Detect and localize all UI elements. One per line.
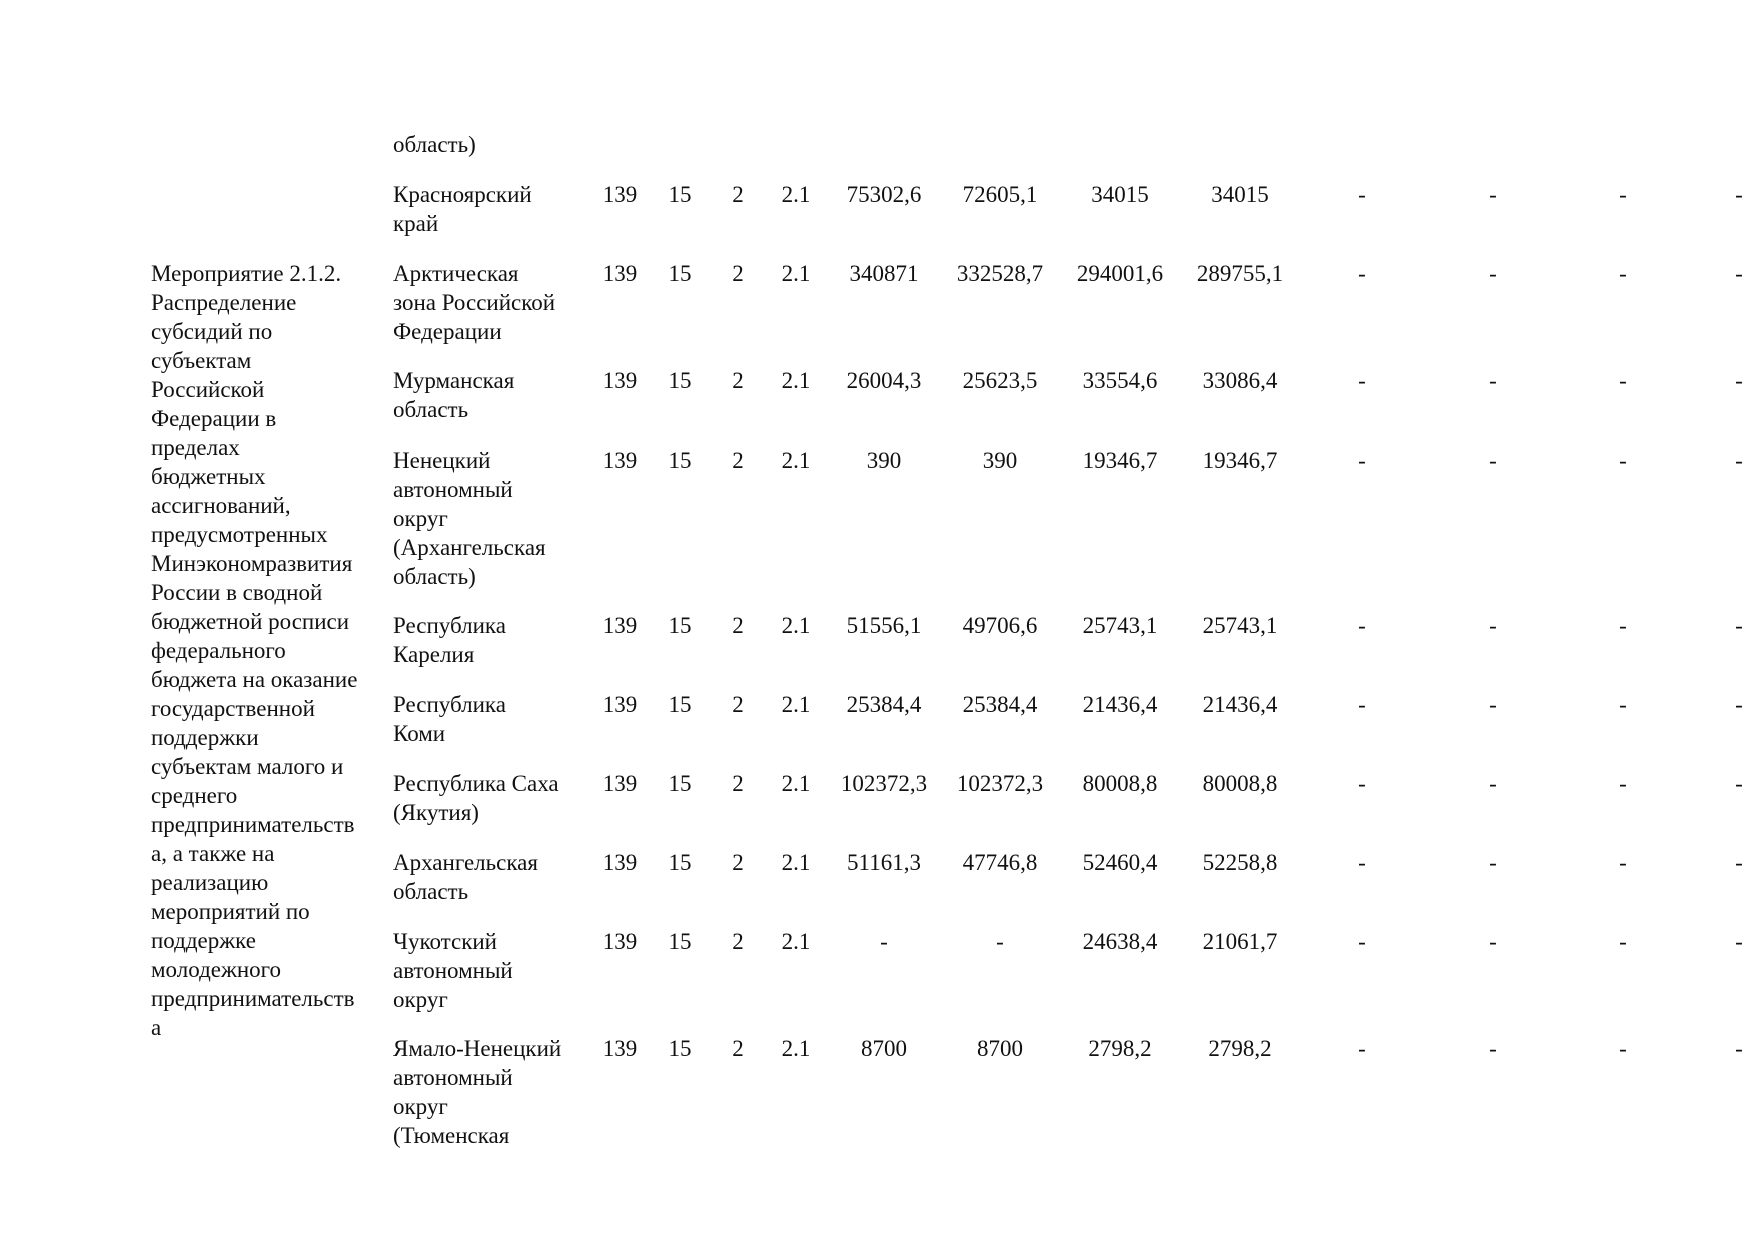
cell-c3: 2 — [732, 182, 744, 207]
region-name: Республика Саха (Якутия) — [393, 771, 559, 825]
cell-d3: - — [1619, 929, 1627, 954]
cell-c1: 139 — [602, 929, 638, 954]
cell-c3: 2 — [732, 850, 744, 875]
cell-d3: - — [1619, 261, 1627, 286]
cell-d4: - — [1735, 771, 1743, 796]
cell-c1: 139 — [602, 448, 638, 473]
cell-v2: - — [996, 929, 1004, 954]
cell-c2: 15 — [668, 182, 692, 207]
cell-v1: 26004,3 — [846, 368, 922, 393]
cell-v3: 34015 — [1091, 182, 1149, 207]
cell-d3: - — [1619, 613, 1627, 638]
cell-c2: 15 — [668, 261, 692, 286]
cell-v4: 21436,4 — [1202, 692, 1278, 717]
cell-v4: 80008,8 — [1202, 771, 1278, 796]
cell-d2: - — [1489, 850, 1497, 875]
measure-description: Мероприятие 2.1.2. Распределение субсидий по субъектам Российской Федерации в пределах бюджетных ассигнований, предусмотренных Минэкономразвития России в сводной бюджетной росписи федерального бюджета на оказание государственной поддержки субъектам малого и среднего предпринимательств а, а также на реализацию мероприятий по поддержке молодежного предпринимательств а — [151, 261, 358, 1040]
cell-v1: 8700 — [861, 1036, 907, 1061]
region-name: Мурманская область — [393, 368, 515, 422]
cell-d2: - — [1489, 368, 1497, 393]
region-name: Чукотский автономный округ — [393, 929, 513, 1012]
cell-c3: 2 — [732, 613, 744, 638]
region-name: Республика Коми — [393, 692, 506, 746]
continuation-text: область) — [393, 132, 476, 157]
cell-c1: 139 — [602, 368, 638, 393]
cell-d2: - — [1489, 448, 1497, 473]
region-name: Арктическая зона Российской Федерации — [393, 261, 556, 344]
cell-d4: - — [1735, 613, 1743, 638]
cell-v2: 49706,6 — [962, 613, 1038, 638]
cell-d2: - — [1489, 771, 1497, 796]
cell-d1: - — [1358, 261, 1366, 286]
cell-c3: 2 — [732, 771, 744, 796]
cell-v3: 294001,6 — [1076, 261, 1164, 286]
cell-c2: 15 — [668, 850, 692, 875]
cell-v3: 19346,7 — [1082, 448, 1158, 473]
cell-d4: - — [1735, 850, 1743, 875]
cell-c4: 2.1 — [781, 261, 811, 286]
cell-c4: 2.1 — [781, 1036, 811, 1061]
cell-d2: - — [1489, 261, 1497, 286]
cell-v4: 34015 — [1211, 182, 1269, 207]
cell-v2: 72605,1 — [962, 182, 1038, 207]
cell-c3: 2 — [732, 692, 744, 717]
cell-v3: 33554,6 — [1082, 368, 1158, 393]
cell-d1: - — [1358, 182, 1366, 207]
cell-d4: - — [1735, 929, 1743, 954]
cell-v4: 25743,1 — [1202, 613, 1278, 638]
cell-c1: 139 — [602, 771, 638, 796]
cell-d3: - — [1619, 448, 1627, 473]
cell-d3: - — [1619, 850, 1627, 875]
cell-c4: 2.1 — [781, 929, 811, 954]
cell-v1: 390 — [866, 448, 902, 473]
cell-c1: 139 — [602, 261, 638, 286]
cell-d2: - — [1489, 1036, 1497, 1061]
cell-c3: 2 — [732, 929, 744, 954]
cell-c3: 2 — [732, 448, 744, 473]
cell-c4: 2.1 — [781, 182, 811, 207]
cell-c2: 15 — [668, 448, 692, 473]
cell-c2: 15 — [668, 368, 692, 393]
cell-c1: 139 — [602, 692, 638, 717]
cell-d1: - — [1358, 613, 1366, 638]
cell-c3: 2 — [732, 368, 744, 393]
cell-v4: 33086,4 — [1202, 368, 1278, 393]
cell-v4: 2798,2 — [1208, 1036, 1272, 1061]
cell-c3: 2 — [732, 1036, 744, 1061]
cell-d4: - — [1735, 261, 1743, 286]
cell-v3: 25743,1 — [1082, 613, 1158, 638]
cell-d2: - — [1489, 182, 1497, 207]
cell-c4: 2.1 — [781, 771, 811, 796]
cell-d1: - — [1358, 929, 1366, 954]
cell-c3: 2 — [732, 261, 744, 286]
cell-c4: 2.1 — [781, 368, 811, 393]
cell-d4: - — [1735, 368, 1743, 393]
region-name: Республика Карелия — [393, 613, 506, 667]
region-name: Красноярский край — [393, 182, 532, 236]
cell-d1: - — [1358, 692, 1366, 717]
cell-d3: - — [1619, 692, 1627, 717]
cell-v3: 21436,4 — [1082, 692, 1158, 717]
cell-v2: 332528,7 — [956, 261, 1044, 286]
cell-c4: 2.1 — [781, 613, 811, 638]
cell-v3: 52460,4 — [1082, 850, 1158, 875]
cell-v1: 51556,1 — [846, 613, 922, 638]
cell-v1: 51161,3 — [847, 850, 921, 875]
region-name: Ямало-Ненецкий автономный округ (Тюменская — [393, 1036, 562, 1148]
cell-d1: - — [1358, 771, 1366, 796]
cell-v4: 52258,8 — [1202, 850, 1278, 875]
cell-c1: 139 — [602, 613, 638, 638]
region-name: Ненецкий автономный округ (Архангельская область) — [393, 448, 546, 589]
cell-c2: 15 — [668, 1036, 692, 1061]
cell-v1: 75302,6 — [846, 182, 922, 207]
cell-c2: 15 — [668, 929, 692, 954]
cell-c4: 2.1 — [781, 850, 811, 875]
cell-c1: 139 — [602, 1036, 638, 1061]
cell-v2: 25384,4 — [962, 692, 1038, 717]
cell-v1: - — [880, 929, 888, 954]
cell-v1: 102372,3 — [840, 771, 928, 796]
cell-v1: 340871 — [849, 261, 919, 286]
cell-v4: 19346,7 — [1202, 448, 1278, 473]
cell-v2: 102372,3 — [956, 771, 1044, 796]
cell-d2: - — [1489, 613, 1497, 638]
region-name: Архангельская область — [393, 850, 538, 904]
cell-d3: - — [1619, 368, 1627, 393]
cell-c4: 2.1 — [781, 448, 811, 473]
cell-d1: - — [1358, 368, 1366, 393]
cell-d1: - — [1358, 850, 1366, 875]
cell-v2: 390 — [982, 448, 1018, 473]
cell-v1: 25384,4 — [846, 692, 922, 717]
cell-v4: 289755,1 — [1196, 261, 1284, 286]
cell-d4: - — [1735, 1036, 1743, 1061]
cell-d3: - — [1619, 1036, 1627, 1061]
cell-v3: 2798,2 — [1088, 1036, 1152, 1061]
cell-c2: 15 — [668, 771, 692, 796]
cell-c4: 2.1 — [781, 692, 811, 717]
cell-v3: 24638,4 — [1082, 929, 1158, 954]
cell-d1: - — [1358, 448, 1366, 473]
cell-d4: - — [1735, 448, 1743, 473]
cell-d1: - — [1358, 1036, 1366, 1061]
cell-v4: 21061,7 — [1202, 929, 1278, 954]
cell-d4: - — [1735, 692, 1743, 717]
cell-c1: 139 — [602, 850, 638, 875]
cell-d2: - — [1489, 692, 1497, 717]
cell-d3: - — [1619, 771, 1627, 796]
cell-v2: 25623,5 — [962, 368, 1038, 393]
cell-c2: 15 — [668, 692, 692, 717]
cell-d4: - — [1735, 182, 1743, 207]
cell-v3: 80008,8 — [1082, 771, 1158, 796]
cell-v2: 47746,8 — [962, 850, 1038, 875]
cell-c1: 139 — [602, 182, 638, 207]
cell-d2: - — [1489, 929, 1497, 954]
cell-v2: 8700 — [977, 1036, 1023, 1061]
cell-d3: - — [1619, 182, 1627, 207]
cell-c2: 15 — [668, 613, 692, 638]
